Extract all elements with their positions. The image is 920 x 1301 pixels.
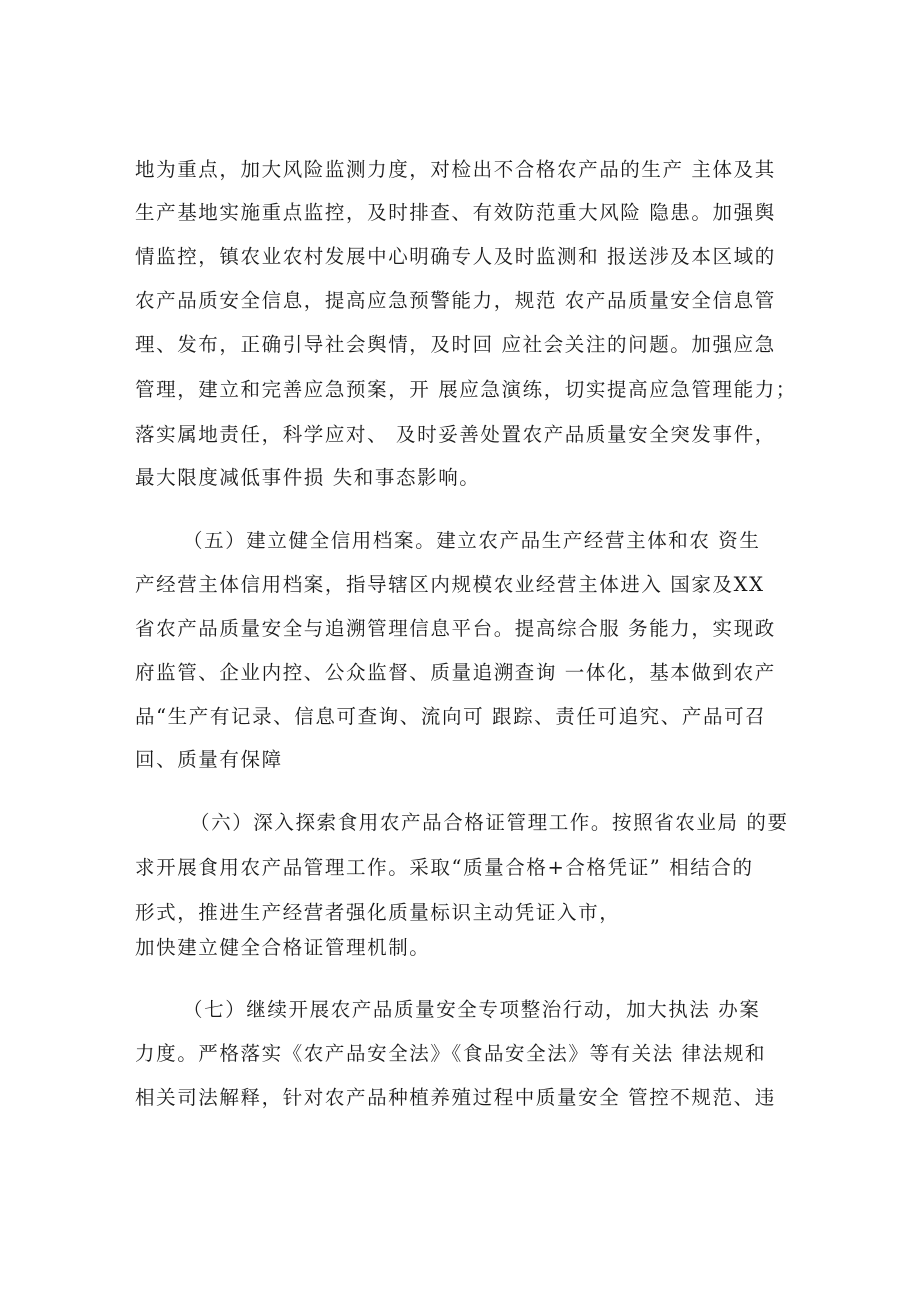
paragraph-line: 最大限度减低事件损 失和事态影响。: [135, 466, 481, 489]
section-heading-line: （五）建立健全信用档案。建立农产品生产经营主体和农 资生: [183, 529, 761, 552]
paragraph-line: 形式，推进生产经营者强化质量标识主动凭证入市，: [135, 901, 621, 924]
paragraph-line: 情监控，镇农业农村发展中心明确专人及时监测和 报送涉及本区域的: [135, 245, 776, 268]
paragraph-line: 生产基地实施重点监控，及时排查、有效防范重大风险 隐患。加强舆: [135, 201, 776, 224]
paragraph-line: 地为重点，加大风险监测力度，对检出不合格农产品的生产 主体及其: [135, 158, 776, 181]
paragraph-line: 求开展食用农产品管理工作。采取“质量合格+合格凭证” 相结合的: [135, 856, 754, 879]
paragraph-line: 省农产品质量安全与追溯管理信息平台。提高综合服 务能力，实现政: [135, 617, 776, 640]
paragraph-line: 理、发布，正确引导社会舆情，及时回 应社会关注的问题。加强应急: [135, 333, 776, 356]
section-heading-line: （六）深入探索食用农产品合格证管理工作。按照省农业局 的要: [190, 811, 789, 834]
paragraph-line: 府监管、企业内控、公众监督、质量追溯查询 一体化，基本做到农产: [135, 661, 776, 684]
section-heading-line: （七）继续开展农产品质量安全专项整治行动，加大执法 办案: [183, 998, 761, 1021]
paragraph-line: 回、质量有保障: [135, 748, 283, 771]
paragraph-line: 力度。严格落实《农产品安全法》《食品安全法》等有关法 律法规和: [135, 1042, 767, 1065]
paragraph-line: 产经营主体信用档案，指导辖区内规模农业经营主体进入 国家及XX: [135, 573, 765, 596]
paragraph-line: 相关司法解释，针对农产品种植养殖过程中质量安全 管控不规范、违: [135, 1086, 776, 1109]
paragraph-line: 管理，建立和完善应急预案，开 展应急演练，切实提高应急管理能力；: [135, 378, 797, 401]
paragraph-line: 落实属地责任，科学应对、 及时妥善处置农产品质量安全突发事件，: [135, 423, 776, 446]
paragraph-line: 品“生产有记录、信息可查询、流向可 跟踪、责任可追究、产品可召: [135, 705, 767, 728]
paragraph-line: 农产品质安全信息，提高应急预警能力，规范 农产品质量安全信息管: [135, 289, 776, 312]
paragraph-line: 加快建立健全合格证管理机制。: [135, 936, 431, 959]
